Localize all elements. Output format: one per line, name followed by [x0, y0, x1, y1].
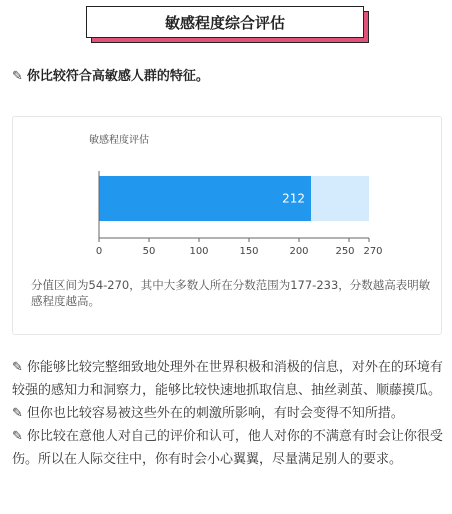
x-tick-label: 150: [239, 246, 259, 257]
paragraph: ✎ 你能够比较完整细致地处理外在世界积极和消极的信息，对外在的环境有较强的感知力和洞察力，能够比较快速地抓取信息、抽丝剥茧、顺藤摸瓜。: [12, 360, 443, 398]
bar-value-label: 212: [282, 191, 305, 206]
x-axis-ticks: [96, 238, 383, 257]
headline-text: 你比较符合高敏感人群的特征。: [26, 69, 209, 84]
page-title: 敏感程度综合评估: [86, 6, 364, 38]
score-note: 分值区间为54-270，其中大多数人所在分数范围为177-233，分数越高表明敏感程度越高。: [31, 278, 431, 308]
x-tick-label: 250: [335, 246, 355, 257]
x-tick-label: 0: [95, 246, 103, 257]
x-tick-label: 200: [289, 246, 309, 257]
x-tick-label: 50: [142, 246, 156, 257]
paragraph: ✎ 你比较在意他人对自己的评价和认可，他人对你的不满意有时会让你很受伤。所以在人际交往中，你有时会小心翼翼，尽量满足别人的要求。: [12, 429, 443, 467]
score-chart: [13, 117, 441, 277]
x-tick-label: 100: [189, 246, 209, 257]
pen-icon: ✎: [12, 360, 23, 375]
pen-icon: ✎: [12, 406, 23, 421]
title-banner: [86, 6, 368, 42]
chart-title: 敏感程度评估: [89, 135, 149, 146]
analysis-text: [12, 356, 444, 471]
pen-icon: ✎: [12, 69, 23, 84]
bar-value: [99, 176, 311, 221]
headline: [12, 65, 209, 84]
chart-card: [12, 116, 442, 335]
paragraph: ✎ 但你也比较容易被这些外在的刺激所影响，有时会变得不知所措。: [12, 406, 404, 421]
pen-icon: ✎: [12, 429, 23, 444]
x-tick-label: 270: [363, 246, 383, 257]
